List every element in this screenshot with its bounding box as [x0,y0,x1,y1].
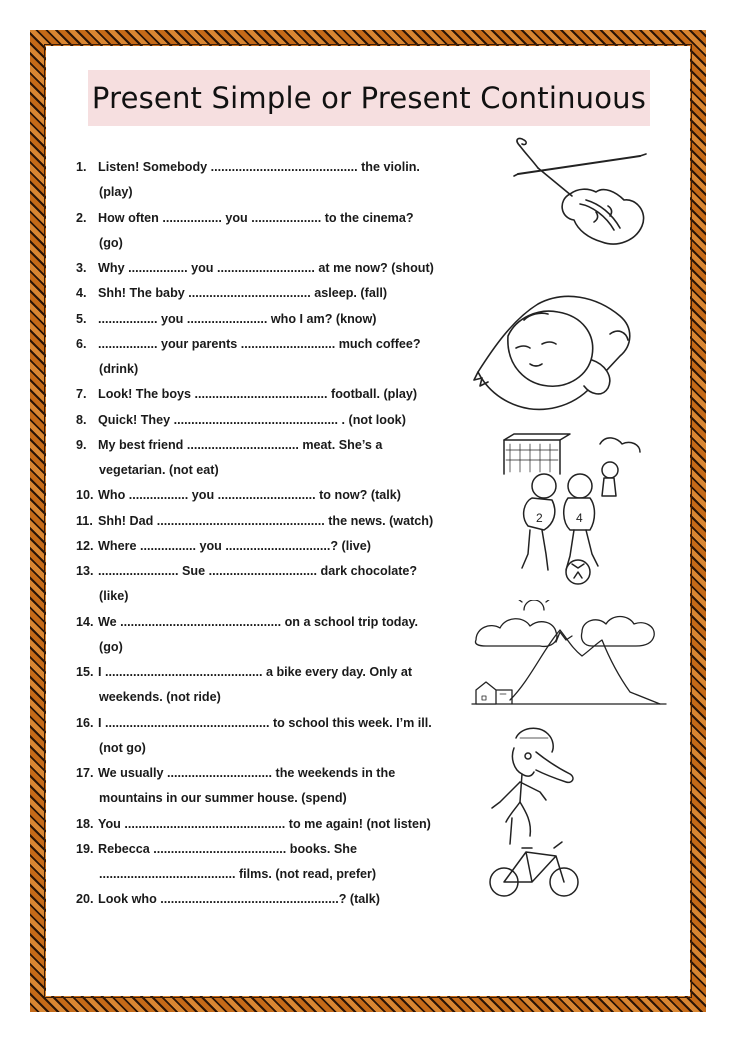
question-continuation: weekends. (not ride) [99,690,221,705]
question-number: 17. [76,766,94,780]
boys-playing-football-illustration [500,430,660,590]
question-text: We usually .............................. the weekends in the [98,766,396,780]
question-number: 4. [76,286,87,301]
question-item [76,286,387,300]
question-number: 9. [76,437,87,452]
question-number: 10. [76,488,94,503]
question-number: 15. [76,665,94,679]
question-item [76,160,420,174]
question-text: ................. you ....................... who I am? (know) [98,311,377,326]
question-item [76,312,377,326]
question-number: 14. [76,614,94,629]
question-text: Who ................. you ............................ to now? (talk) [98,488,401,503]
question-continuation: (go) [99,639,123,654]
question-text: Shh! The baby ................................... asleep. (fall) [98,286,388,301]
question-continuation: ....................................... films. (not read, prefer) [99,867,377,881]
question-continuation: (go) [99,235,123,250]
question-item [76,892,380,906]
question-continuation: (play) [99,185,133,200]
violin-illustration [508,134,658,259]
question-text: I ............................................. a bike every day. Only at [98,665,413,679]
title-banner [88,70,650,126]
question-item [76,615,418,629]
question-text: Rebecca ...................................... books. She [98,841,357,856]
worksheet-title: Present Simple or Present Continuous [91,81,647,115]
question-continuation: vegetarian. (not eat) [99,463,219,477]
svg-text:2: 2 [536,511,543,525]
question-number: 19. [76,841,94,856]
question-item [76,337,421,351]
svg-text:4: 4 [576,511,583,525]
question-item [76,817,431,831]
question-item [76,842,357,856]
question-number: 7. [76,387,87,402]
question-item [76,514,433,528]
question-number: 13. [76,564,94,578]
question-text: I ............................................... to school this week. I’m ill. [98,715,432,730]
cyclist-illustration [476,722,586,900]
question-item [76,488,401,502]
question-number: 12. [76,538,94,553]
question-number: 8. [76,412,87,427]
question-item [76,387,417,401]
question-item [76,261,434,275]
question-text: Listen! Somebody .......................................... the violin. [98,160,420,174]
question-number: 1. [76,160,87,174]
question-text: We .............................................. on a school trip today. [98,614,419,629]
question-text: My best friend ................................ meat. She’s a [98,437,383,452]
question-text: Quick! They ............................................... . (not look) [98,412,406,427]
question-continuation: mountains in our summer house. (spend) [99,791,347,806]
question-item [76,716,432,730]
question-number: 6. [76,336,87,351]
question-item [76,564,417,578]
question-number: 18. [76,816,94,831]
question-continuation: (drink) [99,362,139,376]
question-number: 20. [76,892,94,907]
question-text: Why ................. you ............................ at me now? (shout) [98,261,434,275]
question-number: 11. [76,513,93,528]
question-continuation: (like) [99,589,129,604]
question-text: You .............................................. to me again! (not listen) [98,816,431,831]
question-item [76,413,406,427]
question-text: ................. your parents ........................... much coffee? [98,336,421,351]
question-item [76,665,412,679]
question-item [76,766,395,780]
question-number: 5. [76,311,87,326]
question-text: How often ................. you .................... to the cinema? [98,210,414,225]
sleeping-baby-illustration [472,290,644,420]
question-item [76,539,371,553]
question-text: Where ................ you ..............................? (live) [98,538,371,553]
question-item [76,211,414,225]
question-text: ....................... Sue ............................... dark chocolate? [98,564,418,578]
question-number: 2. [76,210,87,225]
question-text: Look who ...................................................? (talk) [98,892,380,907]
question-text: Look! The boys ...................................... football. (play) [98,387,418,402]
mountain-landscape-illustration [470,600,668,710]
question-item [76,438,382,452]
question-number: 3. [76,261,87,275]
question-continuation: (not go) [99,740,146,755]
question-text: Shh! Dad ................................................ the news. (watch) [98,513,434,528]
question-number: 16. [76,715,94,730]
